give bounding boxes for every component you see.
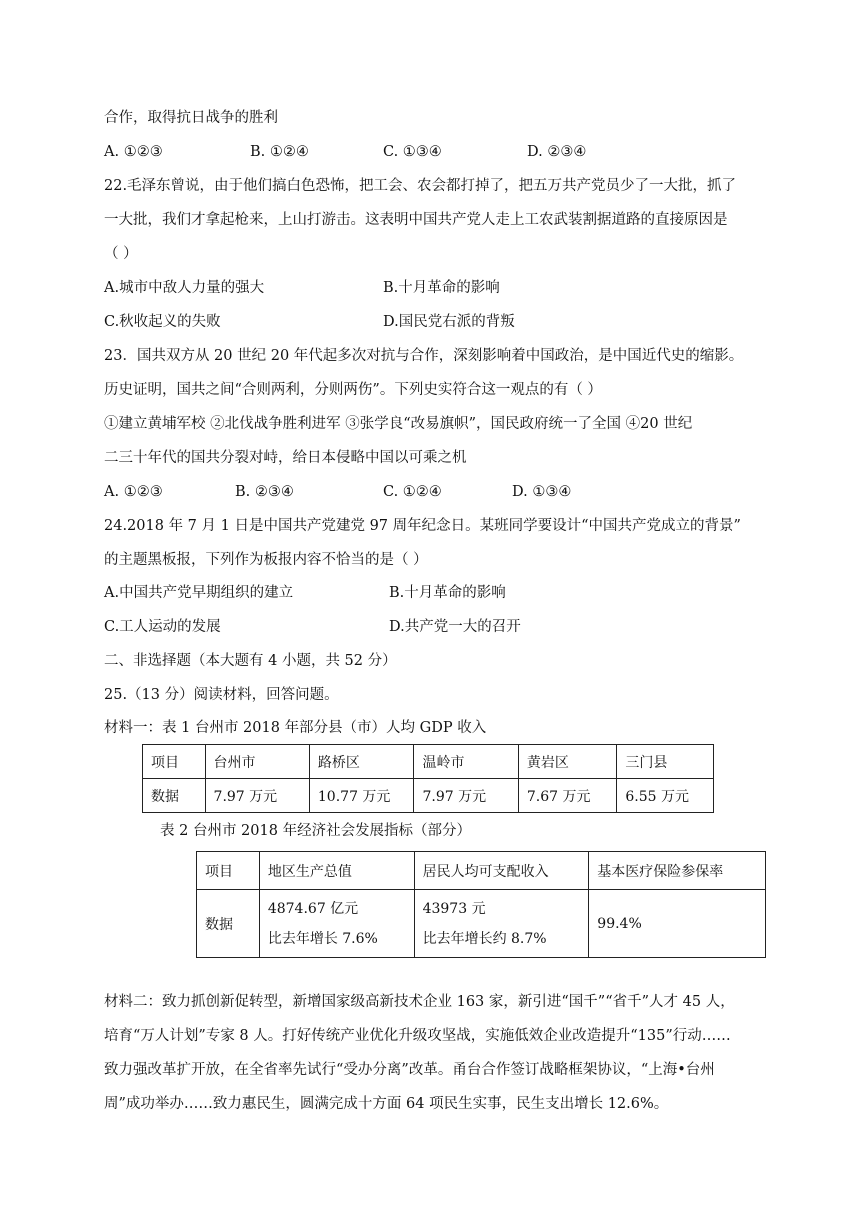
question-24-text: 的主题黑板报，下列作为板报内容不恰当的是（ ） bbox=[104, 552, 428, 568]
question-24-text: 24.2018 年 7 月 1 日是中国共产党建党 97 周年纪念日。某班同学要设计“中国共产党成立的背景” bbox=[104, 518, 741, 534]
income-value: 43973 元 bbox=[422, 900, 486, 917]
option-d: D.共产党一大的召开 bbox=[389, 619, 521, 635]
table-cell: 居民人均可支配收入 bbox=[414, 852, 589, 890]
question-23-text: ①建立黄埔军校 ②北伐战争胜利进军 ③张学良“改易旗帜”，国民政府统一了全国 ④20 世纪 bbox=[104, 416, 693, 432]
gdp-value: 4874.67 亿元 bbox=[267, 900, 359, 917]
option-b: B. ②③④ bbox=[235, 484, 294, 500]
option-a: A. ①②③ bbox=[104, 144, 163, 160]
table-cell: 数据 bbox=[143, 779, 206, 813]
table-cell: 三门县 bbox=[617, 745, 714, 779]
material-1-caption: 材料一：表 1 台州市 2018 年部分县（市）人均 GDP 收入 bbox=[104, 720, 487, 736]
table-2-caption: 表 2 台州市 2018 年经济社会发展指标（部分） bbox=[160, 823, 472, 839]
table-cell: 数据 bbox=[197, 890, 260, 958]
table-cell: 项目 bbox=[143, 745, 206, 779]
table-cell: 台州市 bbox=[205, 745, 309, 779]
table-cell: 地区生产总值 bbox=[259, 852, 414, 890]
table-cell: 温岭市 bbox=[414, 745, 518, 779]
option-c: C. ①③④ bbox=[383, 144, 442, 160]
table-cell: 黄岩区 bbox=[518, 745, 617, 779]
question-23-text: 二三十年代的国共分裂对峙，给日本侵略中国以可乘之机 bbox=[104, 450, 467, 466]
table-cell: 7.97 万元 bbox=[414, 779, 518, 813]
table-cell: 路桥区 bbox=[309, 745, 414, 779]
income-growth: 比去年增长约 8.7% bbox=[422, 930, 547, 947]
table-cell: 7.97 万元 bbox=[205, 779, 309, 813]
table-cell: 基本医疗保险参保率 bbox=[589, 852, 766, 890]
option-a: A. ①②③ bbox=[104, 484, 163, 500]
table-cell: 7.67 万元 bbox=[518, 779, 617, 813]
table-2 bbox=[196, 851, 766, 958]
material-2-text: 材料二：致力抓创新促转型，新增国家级高新技术企业 163 家，新引进“国千”“省千”人才 45 人， bbox=[104, 994, 735, 1010]
option-d: D.国民党右派的背叛 bbox=[383, 314, 515, 330]
table-row bbox=[143, 779, 714, 813]
option-b: B.十月革命的影响 bbox=[383, 280, 500, 296]
text-line: 合作，取得抗日战争的胜利 bbox=[104, 110, 278, 126]
option-c: C.秋收起义的失败 bbox=[104, 314, 221, 330]
option-c: C.工人运动的发展 bbox=[104, 619, 221, 635]
material-2-text: 致力强改革扩开放，在全省率先试行“受办分离”改革。甬台合作签订战略框架协议，“上海•台州 bbox=[104, 1062, 715, 1078]
table-cell: 99.4% bbox=[589, 890, 766, 958]
option-a: A.城市中敌人力量的强大 bbox=[104, 280, 265, 296]
answer-paren: （ ） bbox=[104, 246, 138, 262]
option-d: D. ①③④ bbox=[512, 484, 572, 500]
table-row bbox=[197, 890, 766, 958]
question-22-text: 一大批，我们才拿起枪来，上山打游击。这表明中国共产党人走上工农武装割据道路的直接原因是 bbox=[104, 212, 728, 228]
option-b: B.十月革命的影响 bbox=[389, 585, 506, 601]
material-2-text: 周”成功举办……致力惠民生，圆满完成十方面 64 项民生实事，民生支出增长 12.6%。 bbox=[104, 1096, 669, 1112]
table-header-row bbox=[197, 852, 766, 890]
question-22-text: 22.毛泽东曾说，由于他们搞白色恐怖，把工会、农会都打掉了，把五万共产党员少了一大批，抓了 bbox=[104, 178, 737, 194]
question-25-text: 25.（13 分）阅读材料，回答问题。 bbox=[104, 687, 339, 703]
material-2-text: 培育“万人计划”专家 8 人。打好传统产业优化升级攻坚战，实施低效企业改造提升“135”行动…… bbox=[104, 1028, 731, 1044]
table-cell bbox=[259, 890, 414, 958]
option-c: C. ①②④ bbox=[383, 484, 442, 500]
table-header-row bbox=[143, 745, 714, 779]
table-cell: 10.77 万元 bbox=[309, 779, 414, 813]
option-d: D. ②③④ bbox=[527, 144, 587, 160]
table-cell: 6.55 万元 bbox=[617, 779, 714, 813]
table-1 bbox=[142, 744, 714, 813]
table-cell: 项目 bbox=[197, 852, 260, 890]
question-23-text: 23．国共双方从 20 世纪 20 年代起多次对抗与合作，深刻影响着中国政治，是中国近代史的缩影。 bbox=[104, 348, 744, 364]
table-cell bbox=[414, 890, 589, 958]
section-heading: 二、非选择题（本大题有 4 小题，共 52 分） bbox=[104, 653, 397, 669]
gdp-growth: 比去年增长 7.6% bbox=[267, 930, 378, 947]
option-b: B. ①②④ bbox=[250, 144, 309, 160]
question-23-text: 历史证明，国共之间“合则两利，分则两伤”。下列史实符合这一观点的有（ ） bbox=[104, 382, 602, 398]
option-a: A.中国共产党早期组织的建立 bbox=[104, 585, 294, 601]
